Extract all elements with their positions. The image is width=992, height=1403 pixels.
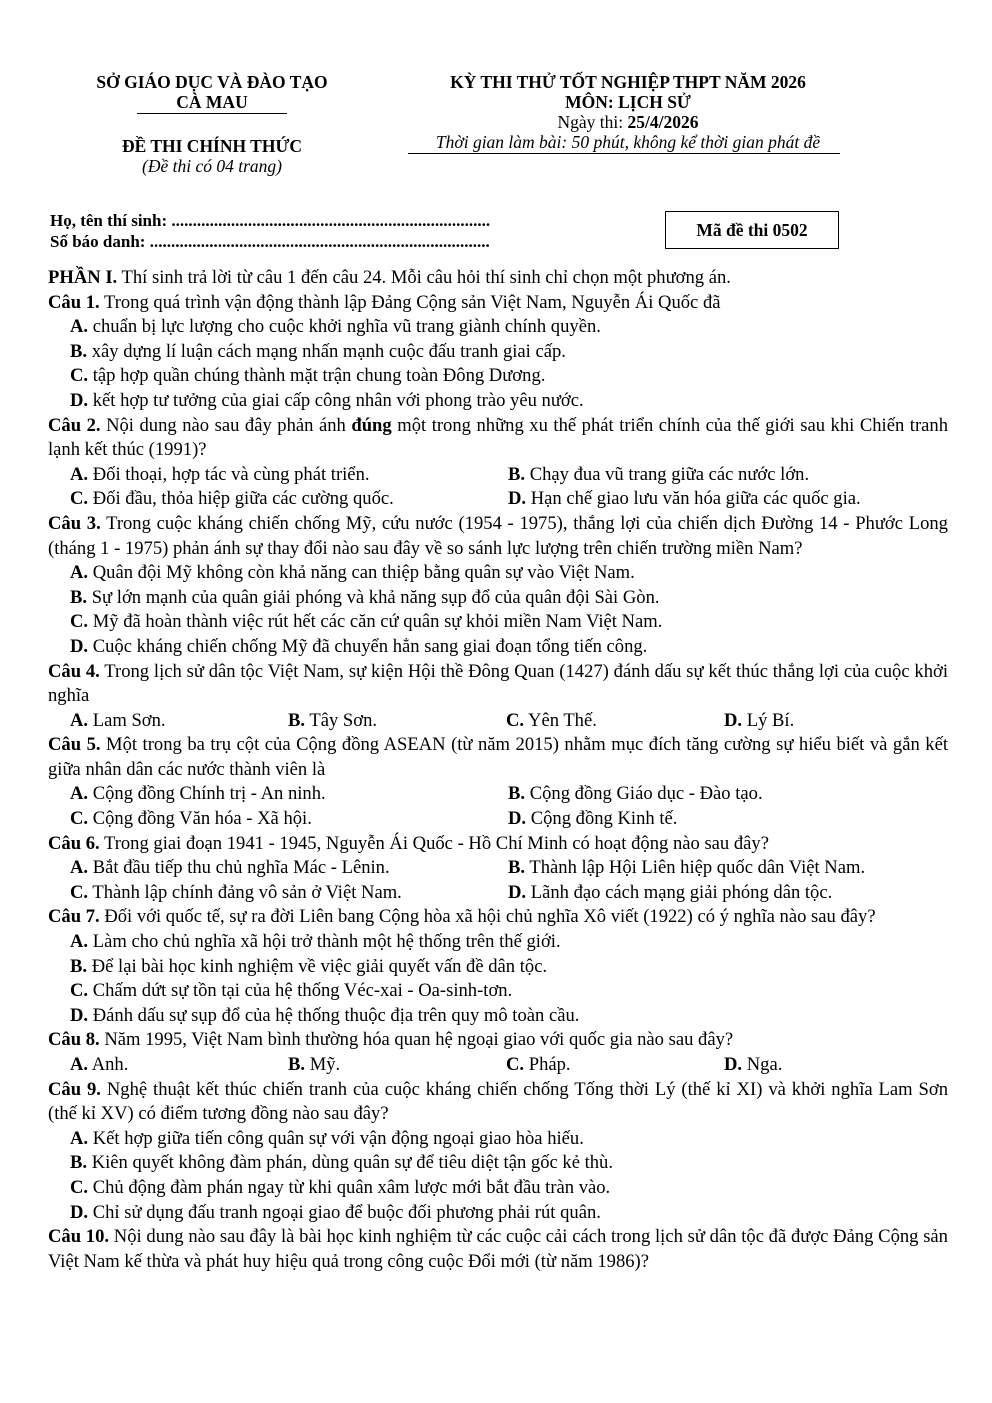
question-label: Câu 5. xyxy=(48,734,101,756)
options-row xyxy=(48,881,948,906)
emphasis-word: đúng xyxy=(351,414,392,436)
header-left xyxy=(62,72,362,176)
option-b[interactable]: B. Cộng đồng Giáo dục - Đào tạo. xyxy=(508,783,763,805)
question-2: Câu 2. Nội dung nào sau đây phản ánh đúng một trong những xu thế phát triển chính của thế giới sau khi Chiến tranh lạnh kết thúc (1991)? xyxy=(48,414,948,461)
question-8: Câu 8. Năm 1995, Việt Nam bình thường hóa quan hệ ngoại giao với quốc gia nào sau đây? xyxy=(48,1029,734,1051)
option-d[interactable]: D. Cuộc kháng chiến chống Mỹ đã chuyển hẳn sang giai đoạn tổng tiến công. xyxy=(70,635,648,657)
options-row xyxy=(48,487,948,512)
question-label: Câu 9. xyxy=(48,1078,101,1100)
part-instruction xyxy=(48,266,948,291)
option-c[interactable]: C. Chấm dứt sự tồn tại của hệ thống Véc-xai - Oa-sinh-tơn. xyxy=(70,980,513,1002)
candidate-name-label: Họ, tên thí sinh: xyxy=(50,211,172,230)
candidate-name-dots: ........................................................................... xyxy=(171,211,491,230)
exam-content xyxy=(48,266,948,1274)
option-b[interactable]: B. Tây Sơn. xyxy=(288,709,378,731)
part-label: PHẦN I. xyxy=(48,267,118,288)
option-c[interactable]: C. Mỹ đã hoàn thành việc rút hết các căn cứ quân sự khỏi miền Nam Việt Nam. xyxy=(70,611,663,633)
exam-date xyxy=(400,112,856,132)
question-10: Câu 10. Nội dung nào sau đây là bài học kinh nghiệm từ các cuộc cải cách trong lịch sử dân tộc đã được Đảng Cộng sản Việt Nam kế thừa và phát huy hiệu quả trong công cuộc Đổi mới (từ năm 1986)? xyxy=(48,1226,948,1272)
question-label: Câu 1. xyxy=(48,291,100,313)
candidate-info xyxy=(50,210,570,252)
option-c[interactable]: C. Thành lập chính đảng vô sản ở Việt Nam. xyxy=(70,881,402,903)
question-3: Câu 3. Trong cuộc kháng chiến chống Mỹ, cứu nước (1954 - 1975), thắng lợi của chiến dịch Đường 14 - Phước Long (tháng 1 - 1975) phản ánh sự thay đổi nào sau đây về so sánh lực lượng trên chiến trường miền Nam? xyxy=(48,512,948,559)
options-row xyxy=(48,782,948,807)
option-b[interactable]: B. Thành lập Hội Liên hiệp quốc dân Việt Nam. xyxy=(508,857,866,879)
exam-time-note: Thời gian làm bài: 50 phút, không kể thời gian phát đề xyxy=(435,132,821,152)
option-d[interactable]: D. Cộng đồng Kinh tế. xyxy=(508,808,678,830)
candidate-id-dots: ................................................................................ xyxy=(149,232,490,251)
question-label: Câu 8. xyxy=(48,1029,100,1051)
options-row xyxy=(48,1053,948,1078)
option-a[interactable]: A. Lam Sơn. xyxy=(70,709,166,731)
exam-code: Mã đề thi 0502 xyxy=(696,219,808,240)
official-exam-label: ĐỀ THI CHÍNH THỨC xyxy=(121,136,303,156)
option-d[interactable]: D. Nga. xyxy=(724,1054,783,1075)
question-label: Câu 7. xyxy=(48,906,100,928)
candidate-name-line xyxy=(50,210,570,231)
option-a[interactable]: A. Làm cho chủ nghĩa xã hội trở thành một hệ thống trên thế giới. xyxy=(70,931,561,953)
exam-date-label: Ngày thi: xyxy=(557,112,628,132)
exam-subject: MÔN: LỊCH SỬ xyxy=(565,92,691,112)
question-text: Trong quá trình vận động thành lập Đảng Cộng sản Việt Nam, Nguyễn Ái Quốc đã xyxy=(99,291,721,313)
option-a[interactable]: A. Đối thoại, hợp tác và cùng phát triển. xyxy=(70,463,370,485)
option-a[interactable]: A. Bắt đầu tiếp thu chủ nghĩa Mác - Lênin. xyxy=(70,857,390,879)
exam-code-box xyxy=(665,211,839,249)
option-c[interactable]: C. Đối đầu, thỏa hiệp giữa các cường quốc. xyxy=(70,488,394,510)
option-b[interactable]: B. Để lại bài học kinh nghiệm về việc giải quyết vấn đề dân tộc. xyxy=(70,955,548,977)
options-row xyxy=(48,807,948,832)
option-d[interactable]: D. Lý Bí. xyxy=(724,709,795,731)
option-a[interactable]: A. Cộng đồng Chính trị - An ninh. xyxy=(70,783,326,805)
question-1 xyxy=(48,291,948,316)
option-d[interactable]: D. kết hợp tư tưởng của giai cấp công nhân với phong trào yêu nước. xyxy=(70,389,584,411)
question-label: Câu 4. xyxy=(48,660,100,682)
question-9: Câu 9. Nghệ thuật kết thúc chiến tranh của cuộc kháng chiến chống Tống thời Lý (thế kỉ XI) và khởi nghĩa Lam Sơn (thế kỉ XV) có điểm tương đồng nào sau đây? xyxy=(48,1078,948,1125)
option-c[interactable]: C. Cộng đồng Văn hóa - Xã hội. xyxy=(70,808,312,830)
option-a[interactable]: A. Quân đội Mỹ không còn khả năng can thiệp bằng quân sự vào Việt Nam. xyxy=(70,562,635,584)
candidate-id-line xyxy=(50,231,570,252)
option-c[interactable]: C. Pháp. xyxy=(506,1054,571,1075)
option-d[interactable]: D. Đánh dấu sự sụp đổ của hệ thống thuộc địa trên quy mô toàn cầu. xyxy=(70,1004,580,1026)
question-label: Câu 10. xyxy=(48,1226,110,1248)
option-b[interactable]: B. Chạy đua vũ trang giữa các nước lớn. xyxy=(508,463,810,485)
candidate-id-label: Số báo danh: xyxy=(50,232,150,251)
department-name: SỞ GIÁO DỤC VÀ ĐÀO TẠO xyxy=(96,72,328,92)
option-a[interactable]: A. Kết hợp giữa tiến công quân sự với vận động ngoại giao hòa hiếu. xyxy=(70,1127,584,1149)
header-right xyxy=(400,72,856,154)
option-a[interactable]: A. Anh. xyxy=(70,1054,129,1075)
header-right-underline xyxy=(408,153,840,154)
option-a[interactable]: A. chuẩn bị lực lượng cho cuộc khởi nghĩa vũ trang giành chính quyền. xyxy=(70,316,601,338)
option-d[interactable]: D. Chỉ sử dụng đấu tranh ngoại giao để buộc đối phương phải rút quân. xyxy=(70,1201,601,1223)
question-label: Câu 6. xyxy=(48,832,100,854)
question-6: Câu 6. Trong giai đoạn 1941 - 1945, Nguyễn Ái Quốc - Hồ Chí Minh có hoạt động nào sau đây? xyxy=(48,832,769,854)
option-d[interactable]: D. Hạn chế giao lưu văn hóa giữa các quốc gia. xyxy=(508,488,861,510)
option-b[interactable]: B. xây dựng lí luận cách mạng nhấn mạnh cuộc đấu tranh giai cấp. xyxy=(70,340,566,362)
question-5: Câu 5. Một trong ba trụ cột của Cộng đồng ASEAN (từ năm 2015) nhằm mục đích tăng cường sự hiểu biết và gắn kết giữa nhân dân các nước thành viên là xyxy=(48,734,948,780)
options-row xyxy=(48,463,948,488)
question-4: Câu 4. Trong lịch sử dân tộc Việt Nam, sự kiện Hội thề Đông Quan (1427) đánh dấu sự kết thúc thắng lợi của cuộc khởi nghĩa xyxy=(48,660,948,707)
page-count-note: (Đề thi có 04 trang) xyxy=(142,156,282,176)
question-7: Câu 7. Đối với quốc tế, sự ra đời Liên bang Cộng hòa xã hội chủ nghĩa Xô viết (1922) có ý nghĩa nào sau đây? xyxy=(48,906,876,928)
option-d[interactable]: D. Lãnh đạo cách mạng giải phóng dân tộc. xyxy=(508,881,833,903)
option-c[interactable]: C. tập hợp quần chúng thành mặt trận chung toàn Đông Dương. xyxy=(70,365,546,387)
option-b[interactable]: B. Sự lớn mạnh của quân giải phóng và khả năng sụp đổ của quân đội Sài Gòn. xyxy=(70,586,660,608)
part-text: Thí sinh trả lời từ câu 1 đến câu 24. Mỗi câu hỏi thí sinh chỉ chọn một phương án. xyxy=(117,267,731,288)
question-label: Câu 2. xyxy=(48,414,101,436)
option-b[interactable]: B. Mỹ. xyxy=(288,1054,341,1075)
option-b[interactable]: B. Kiên quyết không đàm phán, dùng quân sự để tiêu diệt tận gốc kẻ thù. xyxy=(70,1152,614,1174)
option-c[interactable]: C. Chủ động đàm phán ngay từ khi quân xâm lược mới bắt đầu tràn vào. xyxy=(70,1176,611,1198)
options-row xyxy=(48,856,948,881)
department-province: CÀ MAU xyxy=(176,92,248,112)
question-label: Câu 3. xyxy=(48,512,101,534)
option-c[interactable]: C. Yên Thế. xyxy=(506,709,597,731)
options-row xyxy=(48,709,948,734)
exam-date-value: 25/4/2026 xyxy=(627,112,699,132)
exam-title: KỲ THI THỬ TỐT NGHIỆP THPT NĂM 2026 xyxy=(450,72,806,92)
